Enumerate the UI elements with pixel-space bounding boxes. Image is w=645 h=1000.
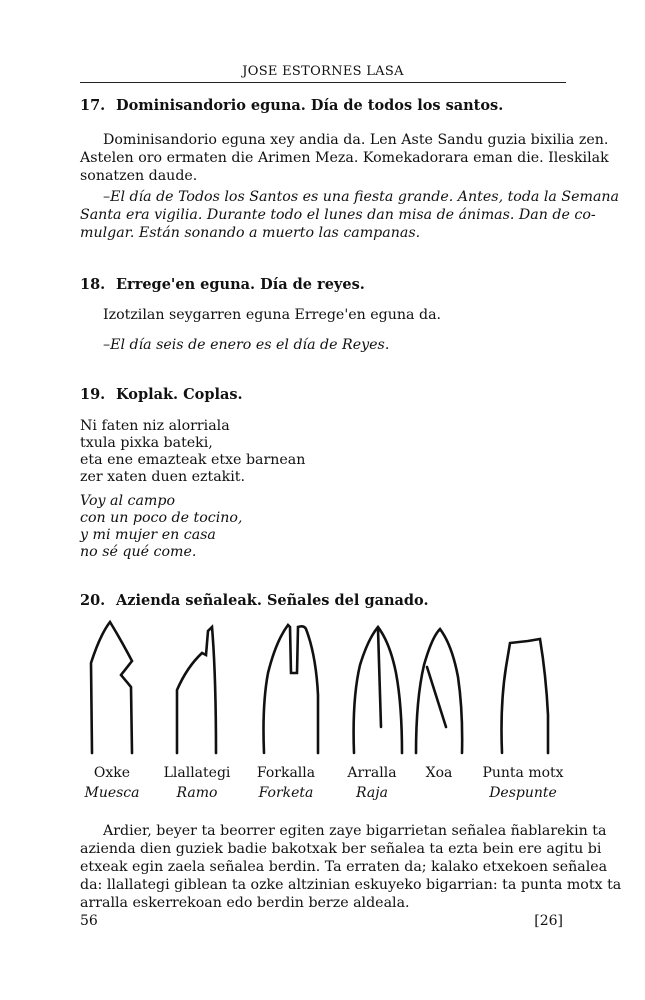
section-number: 18. <box>80 276 106 293</box>
ear-mark-notch-drawing <box>91 622 132 753</box>
ear-mark-name-forkalla: Forkalla <box>256 765 316 781</box>
text-line: –El día seis de enero es el día de Reyes. <box>103 337 390 353</box>
text-line: azienda dien guziek badie bakotxak ber señalea ta ezta bein ere agitu bi <box>80 841 602 857</box>
section-heading: Dominisandorio eguna. Día de todos los santos. <box>116 97 504 114</box>
ear-mark-name-xoa: Xoa <box>425 765 453 781</box>
section-17-basque <box>103 131 609 149</box>
header-rule <box>80 82 566 83</box>
section-heading: Koplak. Coplas. <box>116 386 243 403</box>
section-19-spanish-verse <box>80 493 242 561</box>
text-line: mulgar. Están sonando a muerto las campanas. <box>80 225 421 241</box>
ear-marks-illustration <box>0 615 645 765</box>
verse-line: Ni faten niz alorriala <box>80 418 230 434</box>
verse-line: zer xaten duen eztakit. <box>80 469 246 485</box>
ear-mark-split-drawing <box>354 627 402 753</box>
verse-line: txula pixka bateki, <box>80 435 213 451</box>
section-number: 19. <box>80 386 106 403</box>
ear-mark-name-oxke: Oxke <box>93 765 131 781</box>
ear-mark-blunt-drawing <box>502 639 549 753</box>
ear-mark-branch-drawing <box>177 627 216 753</box>
ear-mark-translation-oxke: Muesca <box>84 785 140 801</box>
text-line: Ardier, beyer ta beorrer egiten zaye bigarrietan señalea ñablarekin ta <box>103 823 607 839</box>
text-line: Izotzilan seygarren eguna Errege'en eguna da. <box>103 307 442 323</box>
text-line: Astelen oro ermaten die Arimen Meza. Komekadorara eman die. Ileskilak <box>80 150 609 166</box>
page-number: 56 <box>80 913 98 929</box>
verse-line: con un poco de tocino, <box>80 510 243 526</box>
section-number: 17. <box>80 97 106 114</box>
ear-mark-slit-drawing <box>416 629 462 753</box>
section-18-spanish <box>103 336 565 354</box>
section-20-title <box>80 592 429 609</box>
section-17-spanish-cont <box>80 206 596 242</box>
text-line: Santa era vigilia. Durante todo el lunes dan misa de ánimas. Dan de co- <box>80 207 596 223</box>
text-line: –El día de Todos los Santos es una fiesta grande. Antes, toda la Semana <box>103 189 620 205</box>
text-line: etxeak egin zaela señalea berdin. Ta erraten da; kalako etxekoen señalea <box>80 859 608 875</box>
section-17-title <box>80 97 503 114</box>
running-header: JOSE ESTORNES LASA <box>242 64 404 79</box>
section-18-basque <box>103 306 565 324</box>
ear-mark-fork-drawing <box>264 625 319 753</box>
section-heading: Azienda señaleak. Señales del ganado. <box>116 592 429 609</box>
page-reference: [26] <box>534 913 563 929</box>
ear-mark-translation-forkalla: Forketa <box>258 785 314 801</box>
verse-line: Voy al campo <box>80 493 175 509</box>
section-18-title <box>80 276 365 293</box>
section-number: 20. <box>80 592 106 609</box>
section-17-spanish <box>103 188 620 206</box>
text-line: da: llallategi giblean ta ozke altzinian eskuyeko bigarrian: ta punta motx ta <box>80 877 622 893</box>
text-line: Dominisandorio eguna xey andia da. Len Aste Sandu guzia bixilia zen. <box>103 132 609 148</box>
ear-mark-name-punta-motx: Punta motx <box>482 765 564 781</box>
section-heading: Errege'en eguna. Día de reyes. <box>116 276 365 293</box>
verse-line: no sé qué come. <box>80 544 197 560</box>
text-line: arralla eskerrekoan edo berdin berze aldeala. <box>80 895 410 911</box>
section-17-basque-cont <box>80 149 609 185</box>
ear-mark-name-arralla: Arralla <box>347 765 397 781</box>
ear-mark-translation-llallategi: Ramo <box>176 785 218 801</box>
verse-line: eta ene emazteak etxe barnean <box>80 452 306 468</box>
ear-mark-translation-punta-motx: Despunte <box>489 785 557 801</box>
text-line: sonatzen daude. <box>80 168 198 184</box>
verse-line: y mi mujer en casa <box>80 527 216 543</box>
section-20-closing-first <box>103 822 607 840</box>
section-20-closing-cont <box>80 840 622 912</box>
section-19-basque-verse <box>80 418 305 486</box>
ear-mark-translation-arralla: Raja <box>356 785 388 801</box>
ear-mark-name-llallategi: Llallategi <box>163 765 231 781</box>
section-19-title <box>80 386 243 403</box>
